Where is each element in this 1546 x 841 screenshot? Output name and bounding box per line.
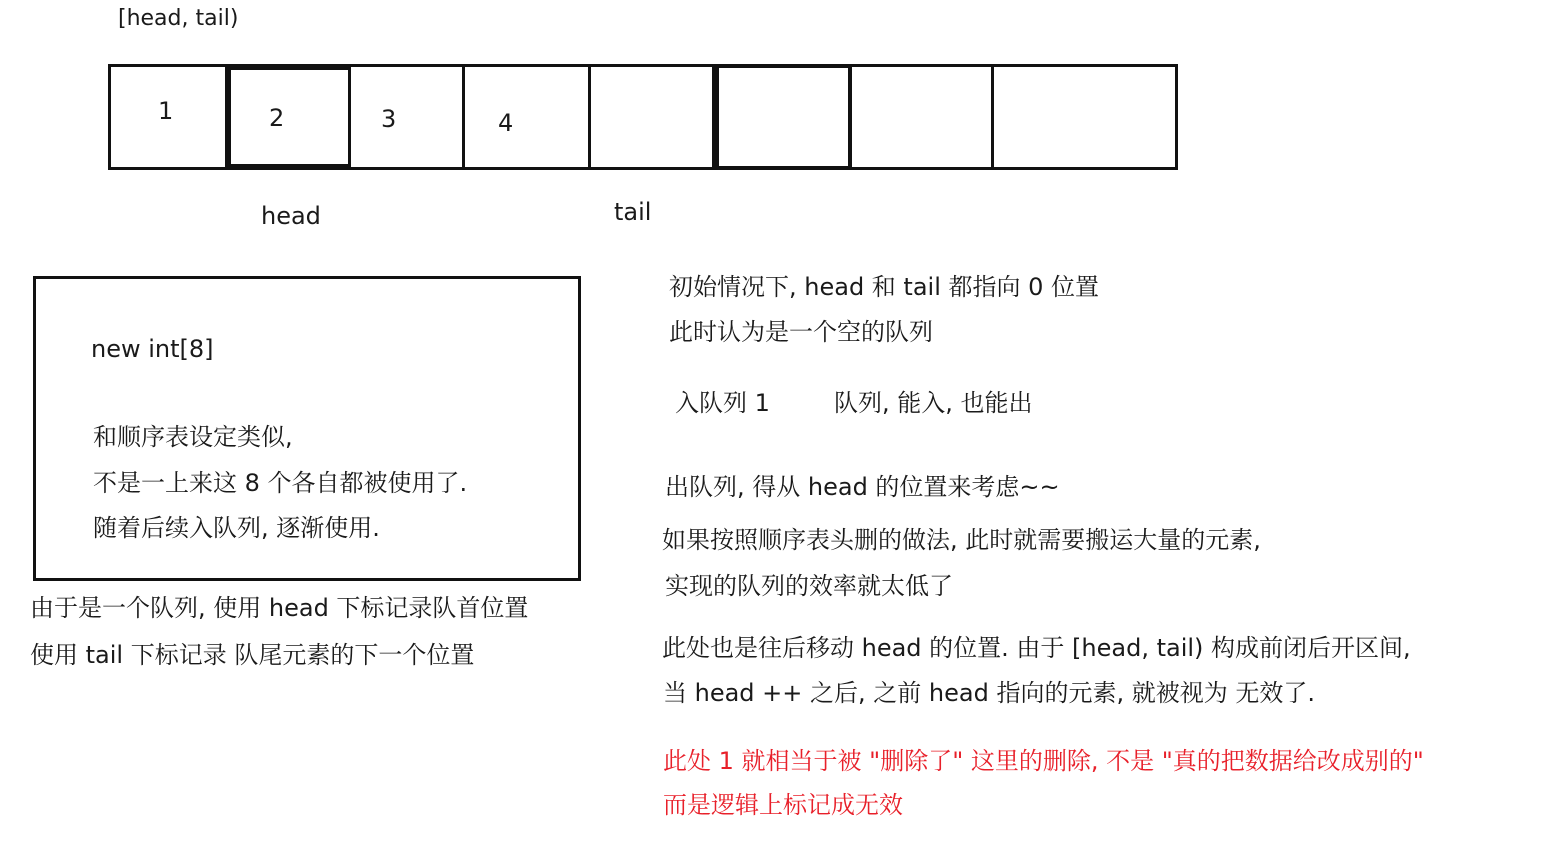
array-cell (351, 67, 465, 167)
array-cell (111, 67, 228, 167)
cell-value: 4 (498, 109, 514, 137)
initial-state-note: 初始情况下, head 和 tail 都指向 0 位置 (669, 273, 1100, 301)
head-usage-note: 由于是一个队列, 使用 head 下标记录队首位置 (30, 594, 529, 622)
cell-value: 2 (269, 104, 285, 132)
note-line: 不是一上来这 8 个各自都被使用了. (93, 469, 468, 497)
queue-array (108, 64, 1178, 170)
note-line: 和顺序表设定类似, (93, 423, 293, 451)
array-cell (465, 67, 591, 167)
empty-queue-note: 此时认为是一个空的队列 (669, 318, 933, 346)
dequeue-efficiency-note: 实现的队列的效率就太低了 (665, 572, 953, 600)
enqueue-label: 入队列 1 (675, 389, 770, 417)
tail-usage-note: 使用 tail 下标记录 队尾元素的下一个位置 (30, 641, 475, 669)
array-cell-head (228, 67, 351, 167)
array-cell (852, 67, 994, 167)
head-pointer-label: head (261, 202, 321, 230)
tail-pointer-label: tail (614, 198, 652, 226)
allocation-note-box (33, 276, 581, 581)
logical-mark-note: 而是逻辑上标记成无效 (663, 791, 903, 819)
logical-delete-note: 此处 1 就相当于被 "删除了" 这里的删除, 不是 "真的把数据给改成别的" (663, 747, 1424, 775)
head-move-note: 此处也是往后移动 head 的位置. 由于 [head, tail) 构成前闭后开区间, (662, 634, 1411, 662)
array-cell (994, 67, 1175, 167)
allocation-text: new int[8] (91, 335, 214, 363)
range-label: [head, tail) (118, 6, 239, 31)
dequeue-note: 出队列, 得从 head 的位置来考虑~~ (665, 473, 1060, 501)
array-cell-highlighted (715, 64, 852, 170)
queue-ops-label: 队列, 能入, 也能出 (834, 389, 1033, 417)
invalidation-note: 当 head ++ 之后, 之前 head 指向的元素, 就被视为 无效了. (663, 679, 1315, 707)
cell-value: 3 (381, 105, 397, 133)
note-line: 随着后续入队列, 逐渐使用. (93, 514, 380, 542)
dequeue-cost-note: 如果按照顺序表头删的做法, 此时就需要搬运大量的元素, (662, 526, 1261, 554)
array-cell (591, 67, 715, 167)
cell-value: 1 (158, 97, 174, 125)
